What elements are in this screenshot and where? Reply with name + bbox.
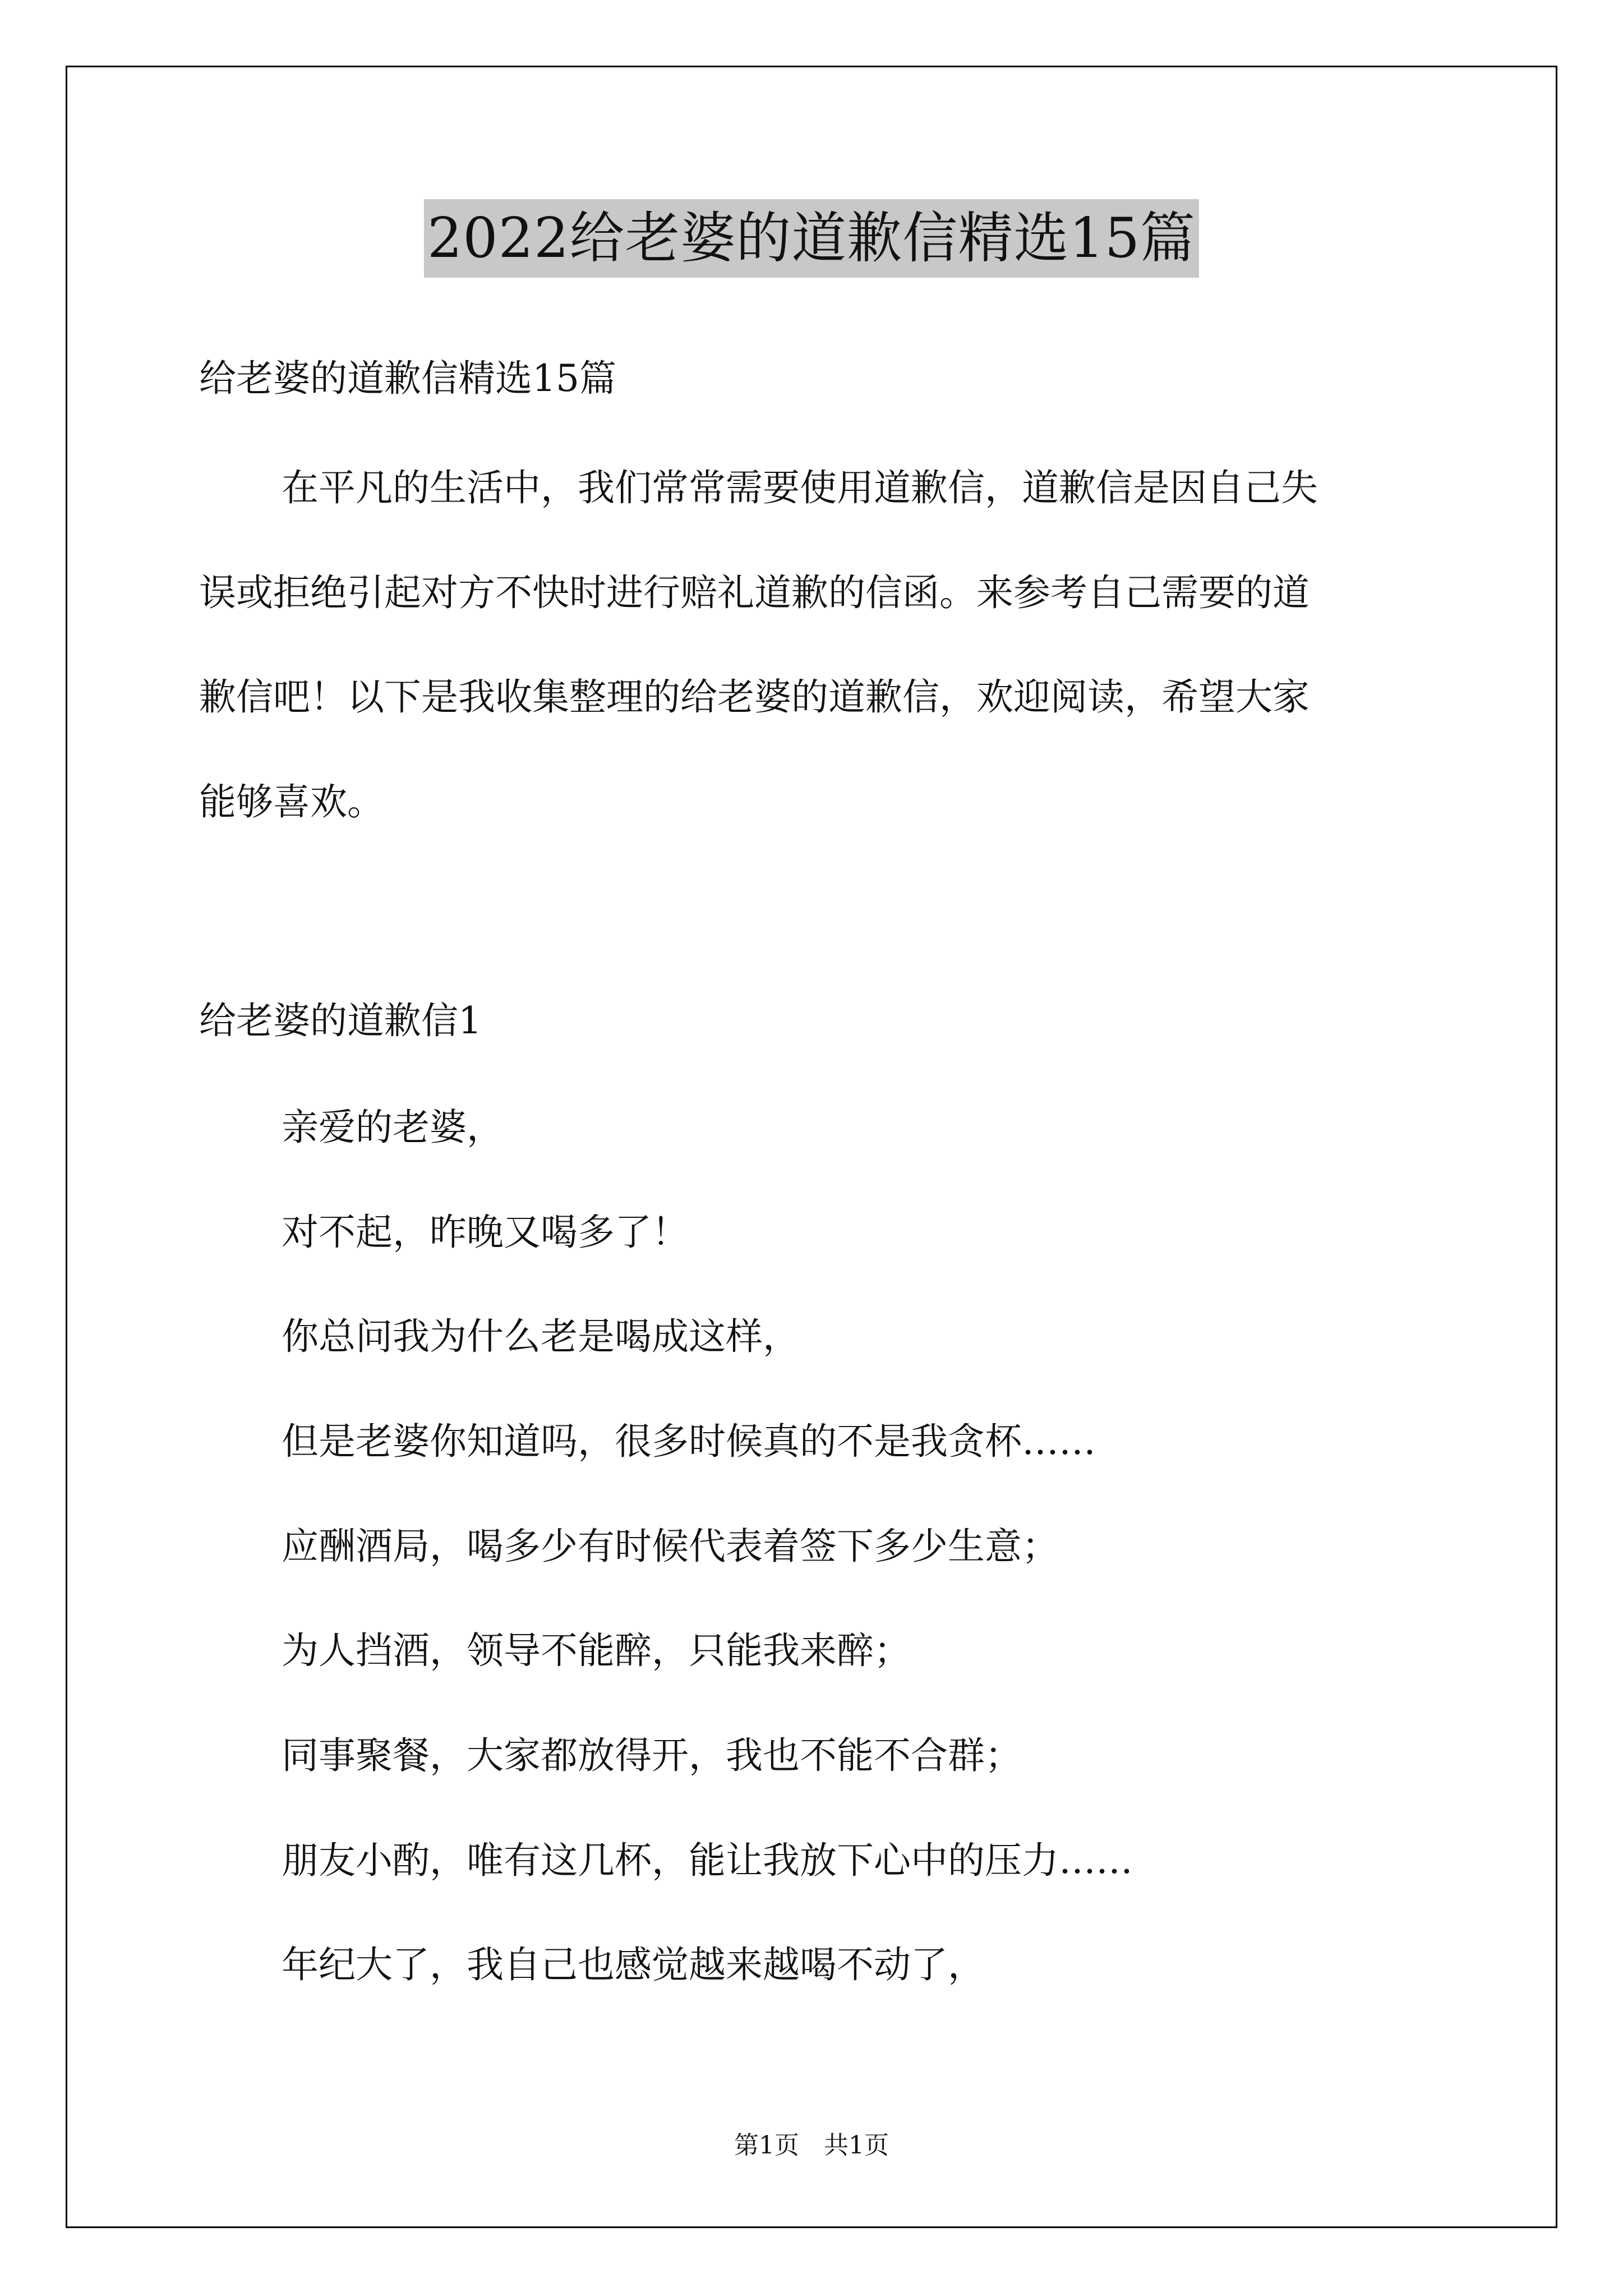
letter-line-7: 同事聚餐，大家都放得开，我也不能不合群； <box>282 1734 1022 1777</box>
letter-line-2: 对不起，昨晚又喝多了！ <box>282 1211 689 1254</box>
intro-line-1: 在平凡的生活中，我们常常需要使用道歉信，道歉信是因自己失 <box>282 466 1318 509</box>
letter-line-8: 朋友小酌，唯有这几杯，能让我放下心中的压力…… <box>282 1839 1133 1882</box>
letter-line-4: 但是老婆你知道吗，很多时候真的不是我贪杯…… <box>282 1420 1096 1463</box>
letter-line-5: 应酬酒局，喝多少有时候代表着签下多少生意； <box>282 1525 1059 1568</box>
title-container <box>0 199 1623 278</box>
intro-line-3: 歉信吧！以下是我收集整理的给老婆的道歉信，欢迎阅读，希望大家 <box>199 675 1310 719</box>
intro-line-4: 能够喜欢。 <box>199 780 384 823</box>
document-subtitle: 给老婆的道歉信精选15篇 <box>199 357 616 400</box>
document-title: 2022给老婆的道歉信精选15篇 <box>424 199 1199 278</box>
letter-line-1: 亲爱的老婆， <box>282 1106 504 1149</box>
letter-line-6: 为人挡酒，领导不能醉，只能我来醉； <box>282 1629 911 1672</box>
letter-line-3: 你总问我为什么老是喝成这样， <box>282 1315 800 1358</box>
section-heading: 给老婆的道歉信1 <box>199 999 482 1042</box>
page-footer: 第1页 共1页 <box>734 2131 889 2160</box>
letter-line-9: 年纪大了，我自己也感觉越来越喝不动了， <box>282 1943 985 1986</box>
intro-line-2: 误或拒绝引起对方不快时进行赔礼道歉的信函。来参考自己需要的道 <box>199 571 1310 614</box>
